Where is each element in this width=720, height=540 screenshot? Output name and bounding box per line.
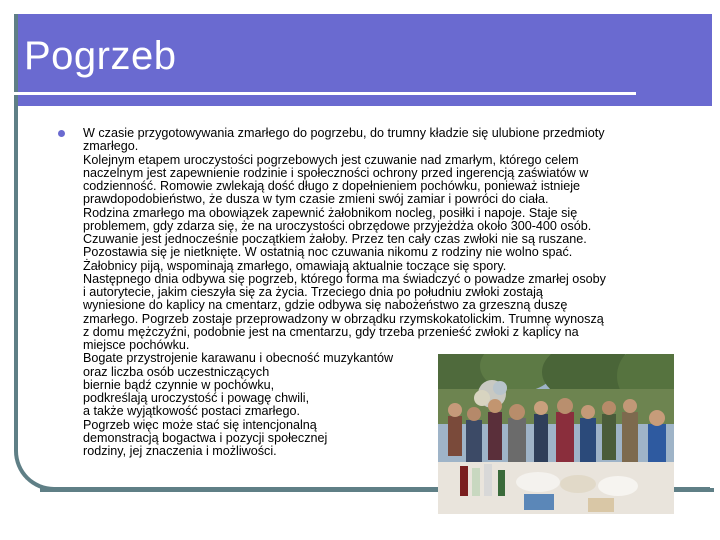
body-line: Następnego dnia odbywa się pogrzeb, którego forma ma świadczyć o powadze zmarłej osoby [83,271,606,286]
body-line: z domu mężczyźni, podobnie jest na cmentarzu, gdy trzeba przenieść zwłoki z kaplicy na [83,324,579,339]
body-line: i autorytecie, jakim cieszyła się za życia. Trzeciego dnia po południu zwłoki zostają [83,285,543,299]
body-line: Pozostawia się je nietknięte. W ostatnią noc czuwania nikomu z rodziny nie wolno spać. [83,245,573,260]
body-line: miejsce pochówku. [83,338,190,352]
title-underline [14,92,636,95]
body-line: zmarłego. Pogrzeb zostaje przeprowadzony w obrządku rzymskokatolickim. Trumnę wynoszą [83,311,604,326]
body-line: wyniesione do kaplicy na cmentarz, gdzie odbywa się nabożeństwo za grzeszną duszę [83,298,568,313]
body-line: biernie bądź czynnie w pochówku, [83,377,275,392]
slide-title: Pogrzeb [24,34,177,78]
body-line: naczelnym jest zapewnienie rodzinie i społeczności ochrony przed ingerencją zaświatów w [83,165,589,180]
body-line: rodziny, jej znaczenia i możliwości. [83,444,277,458]
body-line: a także wyjątkowość postaci zmarłego. [83,404,300,419]
body-line: problemem, gdy zdarza się, że na uroczystości obrzędowe przyjeżdża około 300-400 osób. [83,218,592,233]
body-line: podkreślają uroczystość i powagę chwili, [83,391,310,405]
funeral-gathering-photo [438,354,674,514]
body-line: Rodzina zmarłego ma obowiązek zapewnić żałobnikom nocleg, posiłki i napoje. Staje się [83,205,578,220]
bullet-icon [58,130,65,137]
body-line: codzienność. Romowie zwlekają dość długo z dopełnieniem pochówku, ponieważ istnieje [83,179,581,193]
body-line: Pogrzeb więc może stać się intencjonalną [83,417,317,432]
body-line: zmarłego. [83,139,139,154]
body-line: W czasie przygotowywania zmarłego do pogrzebu, do trumny kładzie się ulubione przedmioty [83,126,605,140]
body-line: Czuwanie jest jednocześnie początkiem żałoby. Przez ten cały czas zwłoki nie są ruszane. [83,232,587,246]
body-line: demonstracją bogactwa i pozycji społecznej [83,430,328,445]
body-line: oraz liczba osób uczestniczących [83,364,270,379]
body-line: Żałobnicy piją, wspominają zmarłego, omawiają aktualnie toczące się spory. [83,258,507,273]
body-line: Bogate przystrojenie karawanu i obecność muzykantów [83,351,394,366]
body-line: Kolejnym etapem uroczystości pogrzebowych jest czuwanie nad zmarłym, którego celem [83,152,579,167]
body-line: prawdopodobieństwo, że dusza w tym czasie zmieni swój zamiar i powróci do ciała. [83,192,549,207]
